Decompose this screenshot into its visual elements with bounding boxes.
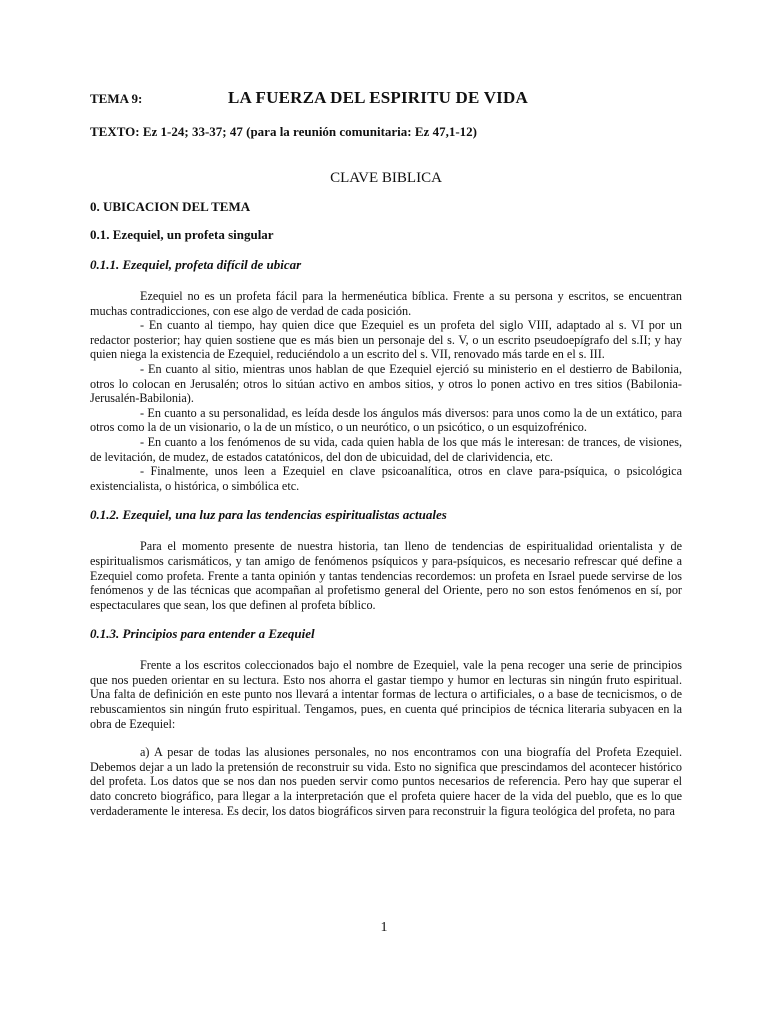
tema-label: TEMA 9: <box>90 91 143 106</box>
section-011-heading: 0.1.1. Ezequiel, profeta difícil de ubicar <box>90 257 302 272</box>
title-row <box>90 88 682 108</box>
section-0-heading: 0. UBICACION DEL TEMA <box>90 199 251 214</box>
page-number: 1 <box>380 920 388 935</box>
paragraph: Frente a los escritos coleccionados bajo el nombre de Ezequiel, vale la pena recoger una serie de principios que nos pueden orientar en su lectura. Esto nos ahorra el gastar tiempo y humor en lecturas sin ningún fruto espiritual. Una falta de definición en este punto nos llevará a intentar formas de lectura o artificiales, o a base de tecnicismos, o de rebuscamientos sin ningún fruto espiritual. Tengamos, pues, en cuenta qué principios de técnica literaria subyacen en la obra de Ezequiel: <box>90 658 682 731</box>
section-012-heading: 0.1.2. Ezequiel, una luz para las tendencias espiritualistas actuales <box>90 507 447 523</box>
clave-heading: CLAVE BIBLICA <box>330 170 442 186</box>
paragraph: - En cuanto a su personalidad, es leída desde los ángulos más diversos: para unos como la de un extático, para otros como la de un visionario, o la de un místico, o un neurótico, o un psicótico, o un esquizofrénico. <box>90 405 682 435</box>
section-012-body <box>90 539 682 612</box>
paragraph: Para el momento presente de nuestra historia, tan lleno de tendencias de espiritualidad orientalista y de espiritualismos carismáticos, y tan amigo de fenómenos psíquicos y para-psíquicos, es necesario refrescar qué define a Ezequiel como profeta. Frente a tanta opinión y tantas tendencias recordemos: un profeta en Israel puede servirse de los fenómenos y de las técnicas que acompañan al profetismo general del Oriente, pero no son estos fenómenos en sí, por espectaculares que sean, los que definen al profeta bíblico. <box>90 539 682 612</box>
paragraph: Ezequiel no es un profeta fácil para la hermenéutica bíblica. Frente a su persona y escritos, se encuentran muchas contradicciones, con ese algo de verdad de cada posición. <box>90 289 682 318</box>
paragraph: a) A pesar de todas las alusiones personales, no nos encontramos con una biografía del Profeta Ezequiel. Debemos dejar a un lado la pretensión de reconstruir su vida. Esto no significa que prescindamos del acontecer histórico del profeta. Los datos que se nos dan nos pueden servir como puntos necesarios de referencia. Pero hay que superar el dato concreto biográfico, para llegar a la interpretación que el profeta quiere hacer de la vida del pueblo, que es lo que verdaderamente le interesa. Es decir, los datos biográficos sirven para reconstruir la figura teológica del profeta, no para <box>90 745 682 818</box>
paragraph: - Finalmente, unos leen a Ezequiel en clave psicoanalítica, otros en clave para-psíquica, o psicológica existencialista, o histórica, o simbólica etc. <box>90 464 682 493</box>
section-01-heading: 0.1. Ezequiel, un profeta singular <box>90 227 274 242</box>
paragraph: - En cuanto al sitio, mientras unos hablan de que Ezequiel ejerció su ministerio en el destierro de Babilonia, otros lo colocan en Jerusalén; otros lo sitúan activo en ambos sitios, y otros lo ponen activo en tres sitios (Babilonia-Jerusalén-Babilonia). <box>90 361 682 406</box>
section-013-body <box>90 658 682 818</box>
paragraph: - En cuanto al tiempo, hay quien dice que Ezequiel es un profeta del siglo VIII, adaptado al s. VI por un redactor posterior; hay quien sostiene que es más bien un personaje del s. V, o un escrito pseudoepígrafo del s.II; y hay quien niega la existencia de Ezequiel, reduciéndolo a un escrito del s. VII, renovado más tarde en el s. III. <box>90 318 682 362</box>
document-title: LA FUERZA DEL ESPIRITU DE VIDA <box>228 88 528 107</box>
paragraph: - En cuanto a los fenómenos de su vida, cada quien habla de los que más le interesan: de trances, de visiones, de levitación, de mudez, de estados catatónicos, del don de ubicuidad, del de clarividencia, etc. <box>90 434 682 464</box>
texto-line: TEXTO: Ez 1-24; 33-37; 47 (para la reunión comunitaria: Ez 47,1-12) <box>90 124 477 139</box>
section-013-heading: 0.1.3. Principios para entender a Ezequiel <box>90 626 315 642</box>
section-011-body <box>90 289 682 493</box>
